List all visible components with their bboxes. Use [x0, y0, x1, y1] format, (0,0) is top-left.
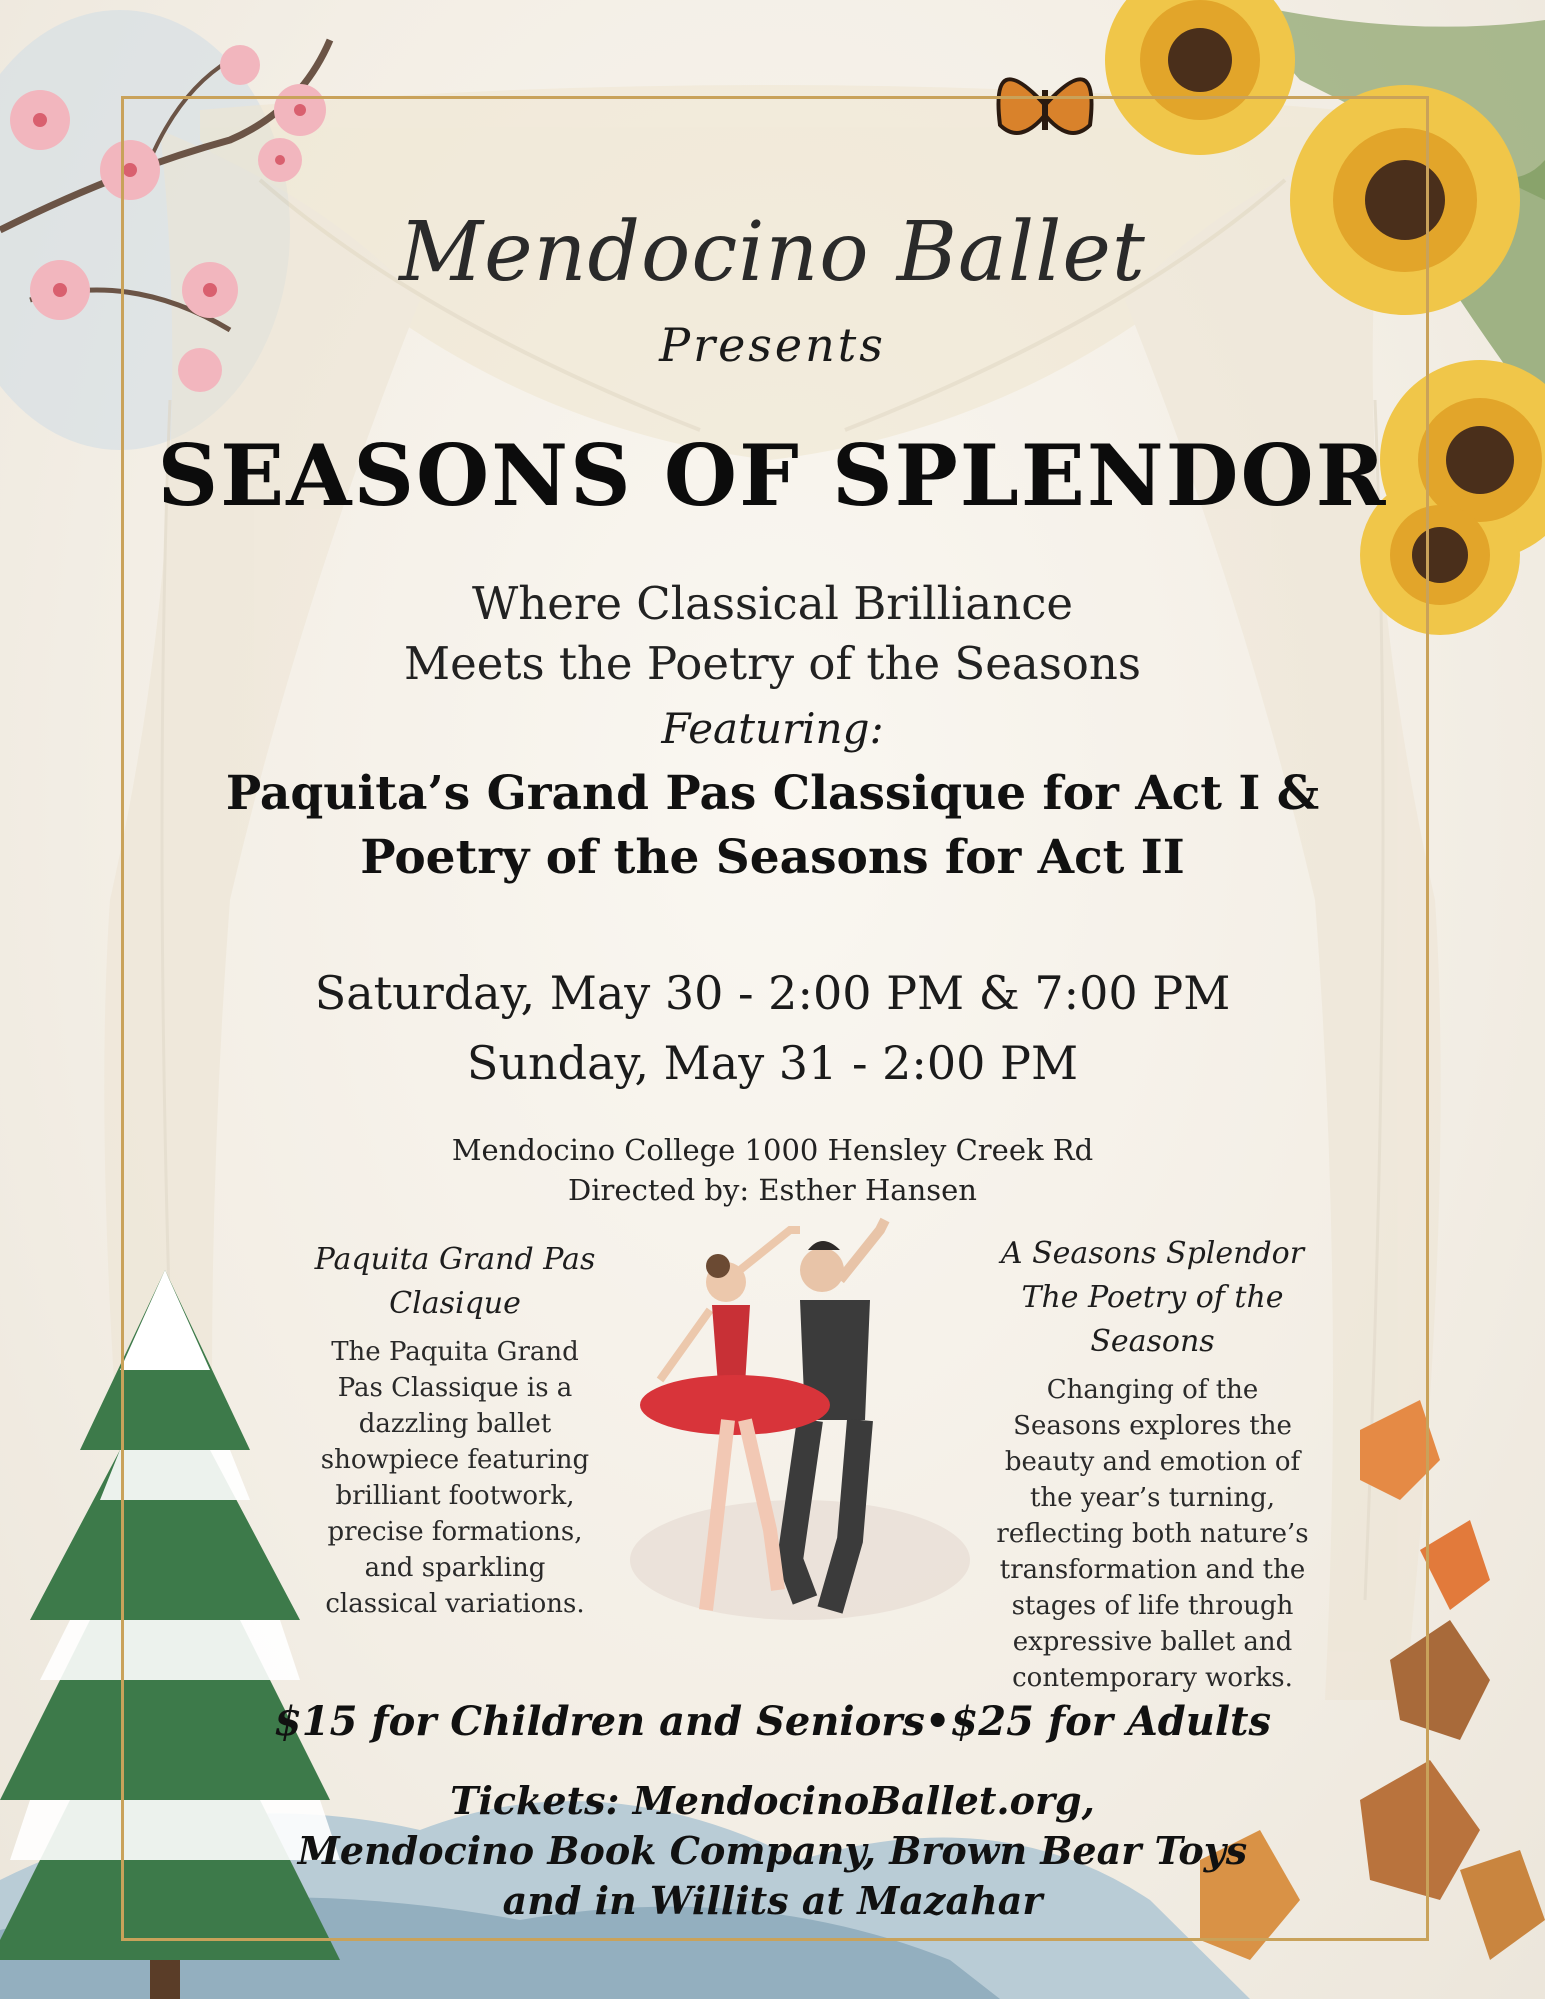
ticket-prices: $15 for Children and Seniors•$25 for Adults: [273, 1698, 1272, 1745]
tagline-line-1: Where Classical Brilliance: [471, 577, 1074, 630]
acts-list: [0, 762, 1545, 890]
director: Directed by: Esther Hansen: [568, 1173, 977, 1207]
paquita-title: Paquita Grand Pas Clasique: [314, 1242, 596, 1321]
tickets-line-2: Mendocino Book Company, Brown Bear Toys: [297, 1828, 1248, 1873]
paquita-description: [245, 1238, 665, 1622]
ticket-outlets: [0, 1776, 1545, 1926]
date-sunday: Sunday, May 31 - 2:00 PM: [466, 1036, 1079, 1090]
company-name: Mendocino Ballet: [399, 205, 1146, 300]
featuring-label: Featuring:: [661, 704, 884, 753]
seasons-title-2: The Poetry of the Seasons: [1021, 1280, 1284, 1359]
date-saturday: Saturday, May 30 - 2:00 PM & 7:00 PM: [314, 966, 1231, 1020]
venue-info: [0, 1130, 1545, 1210]
paquita-body: The Paquita Grand Pas Classique is a dazzling ballet showpiece featuring brilliant footwork, precise formations, and sparkling classical variations.: [320, 1337, 590, 1619]
show-title: SEASONS OF SPLENDOR: [157, 426, 1388, 525]
presents-label: Presents: [659, 318, 886, 372]
tagline-line-2: Meets the Poetry of the Seasons: [404, 637, 1141, 690]
act-2: Poetry of the Seasons for Act II: [360, 830, 1185, 885]
tickets-line-3: and in Willits at Mazahar: [502, 1878, 1043, 1923]
seasons-description: [955, 1232, 1350, 1696]
act-1: Paquita’s Grand Pas Classique for Act I &: [225, 766, 1320, 821]
venue-location: Mendocino College 1000 Hensley Creek Rd: [451, 1133, 1094, 1167]
tickets-line-1: Tickets: MendocinoBallet.org,: [450, 1778, 1095, 1823]
performance-dates: [0, 958, 1545, 1098]
tagline: [0, 574, 1545, 694]
seasons-body: Changing of the Seasons explores the beauty and emotion of the year’s turning, reflecting both nature’s transformation and the stages of life through expressive ballet and contemporary works.: [996, 1375, 1309, 1693]
seasons-title-1: A Seasons Splendor: [1000, 1236, 1305, 1271]
